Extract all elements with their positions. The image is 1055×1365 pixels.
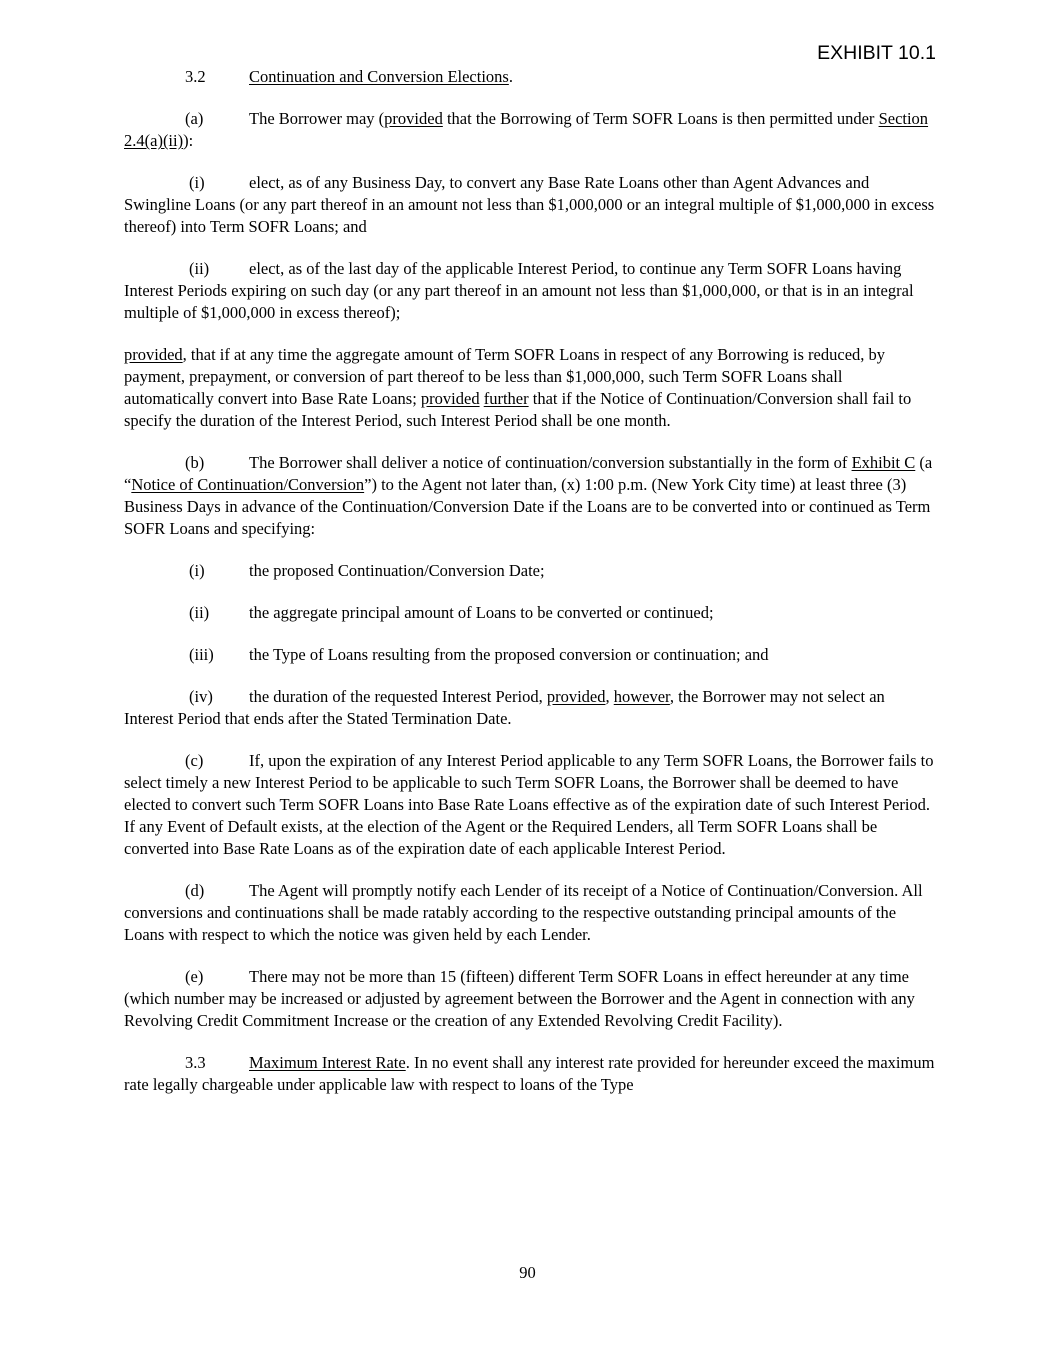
document-content [124,0,936,1116]
text-segment: , the Borrower may not select an Interest Period that ends after the Stated Termination Date. [124,687,885,728]
sub-item-label: (ii) [189,259,210,278]
text-segment: The Agent will promptly notify each Lender of its receipt of a Notice of Continuation/Conversion. All conversions and continuations shall be made ratably according to the respective outstanding principal amounts of the Loans with respect to which the notice was given held by each Lender. [124,881,923,944]
text-segment: that the Borrowing of Term SOFR Loans is then permitted under [442,109,879,128]
text-segment: ): [183,131,194,150]
paragraph-proviso [124,344,936,432]
section-title: Continuation and Conversion Elections [249,67,509,86]
paragraph-d [124,880,936,946]
text-segment: provided [546,687,606,706]
paragraph-label: (c) [185,751,204,770]
text-segment: elect, as of any Business Day, to convert any Base Rate Loans other than Agent Advances and Swingline Loans (or any part thereof in an amount not less than $1,000,000 or an integral multiple of $1,000,000 in excess thereof) into Term SOFR Loans; and [124,173,935,236]
section-title: Maximum Interest Rate [249,1053,406,1072]
text-segment: the duration of the requested Interest Period, [249,687,547,706]
text-segment: (a “ [124,453,933,494]
text-segment: further [483,389,529,408]
section-3-3-paragraph [124,1052,936,1096]
text-segment: that if the Notice of Continuation/Conversion shall fail to specify the duration of the Interest Period, such Interest Period shall be one month. [124,389,912,430]
text-segment: There may not be more than 15 (fifteen) different Term SOFR Loans in effect hereunder at any time (which number may be increased or adjusted by agreement between the Borrower and the Agent in connection with any Revolving Credit Commitment Increase or the creation of any Extended Revolving Credit Facility). [124,967,915,1030]
text-segment: ”) to the Agent not later than, (x) 1:00 p.m. (New York City time) at least three (3) Business Days in advance of the Continuation/Conversion Date if the Loans are to be converted into or continued as Term SOFR Loans and specifying: [124,475,931,538]
text-segment: , [605,687,614,706]
paragraph-label: (d) [185,881,205,900]
sub-item-b-i [124,560,936,582]
text-segment: If, upon the expiration of any Interest Period applicable to any Term SOFR Loans, the Borrower fails to select timely a new Interest Period to be applicable to such Term SOFR Loans, the Borrower shall be deemed to have elected to convert such Term SOFR Loans into Base Rate Loans effective as of the expiration date of such Interest Period. If any Event of Default exists, at the election of the Agent or the Required Lenders, all Term SOFR Loans shall be converted into Base Rate Loans as of the expiration date of each applicable Interest Period. [124,751,934,858]
page-number: 90 [519,1263,536,1282]
sub-item-label: (i) [189,561,205,580]
text-segment: . In no event shall any interest rate provided for hereunder exceed the maximum rate legally chargeable under applicable law with respect to loans of the Type [124,1053,935,1094]
text-segment: the Type of Loans resulting from the proposed conversion or continuation; and [249,645,769,664]
text-segment: provided [420,389,480,408]
sub-item-a-ii [124,258,936,324]
paragraph-label: (e) [185,967,204,986]
sub-item-label: (i) [189,173,205,192]
text-segment: , that if at any time the aggregate amount of Term SOFR Loans in respect of any Borrowing is reduced, by payment, prepayment, or conversion of part thereof to be less than $1,000,000, such Term SOFR Loans shall automatically convert into Base Rate Loans; [124,345,886,408]
section-number: 3.3 [185,1053,206,1072]
section-number: 3.2 [185,67,206,86]
sub-item-b-ii [124,602,936,624]
text-segment: provided [384,109,443,128]
text-segment: The Borrower shall deliver a notice of continuation/conversion substantially in the form of [249,453,852,472]
sub-item-b-iv [124,686,936,730]
text-segment: Exhibit C [851,453,916,472]
text-segment: elect, as of the last day of the applicable Interest Period, to continue any Term SOFR Loans having Interest Periods expiring on such day (or any part thereof in an amount not less than $1,000,000, or that is in an integral multiple of $1,000,000 in excess thereof); [124,259,914,322]
section-title-period: . [508,67,513,86]
text-segment: provided [124,345,183,364]
paragraph-c [124,750,936,860]
sub-item-label: (ii) [189,603,210,622]
sub-item-a-i [124,172,936,238]
text-segment: the proposed Continuation/Conversion Date; [249,561,545,580]
sub-item-b-iii [124,644,936,666]
section-3-2-heading [124,66,936,88]
paragraph-label: (b) [185,453,205,472]
text-segment: however [613,687,670,706]
paragraph-label: (a) [185,109,204,128]
text-segment: Section 2.4(a)(ii) [124,109,929,150]
sub-item-label: (iv) [189,687,213,706]
paragraph-b [124,452,936,540]
text-segment: Notice of Continuation/Conversion [131,475,365,494]
sub-item-label: (iii) [189,645,214,664]
paragraph-e [124,966,936,1032]
text-segment: the aggregate principal amount of Loans to be converted or continued; [249,603,714,622]
paragraph-a [124,108,936,152]
text-segment: The Borrower may ( [249,109,385,128]
exhibit-label: EXHIBIT 10.1 [817,42,936,64]
